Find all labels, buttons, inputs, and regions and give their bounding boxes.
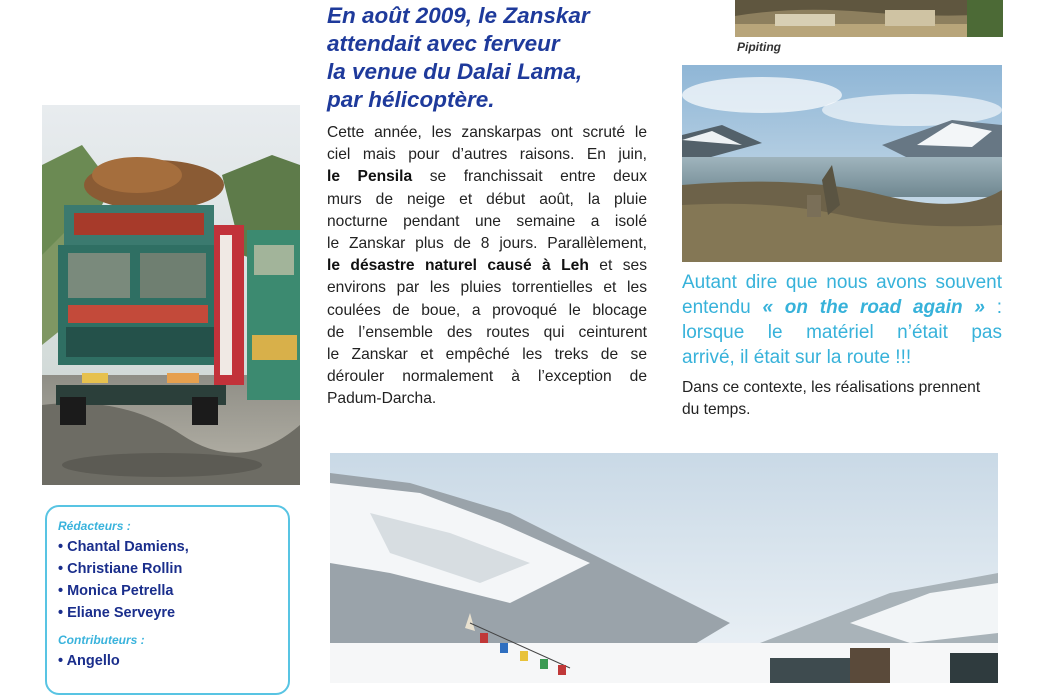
quote-line — [682, 295, 1002, 320]
body-line: nocturne pendant une semaine a isolé — [327, 212, 647, 230]
context-line: Dans ce contexte, les réalisations prennent — [682, 379, 981, 396]
editor-item: • Chantal Damiens, — [58, 539, 189, 555]
contributor-item: • Angello — [58, 653, 120, 669]
body-line: le Zanskar et empêché les treks de se — [327, 346, 647, 364]
headline-line: par hélicoptère. — [327, 87, 495, 112]
editors-heading: Rédacteurs : — [58, 519, 131, 533]
headline-line: la venue du Dalai Lama, — [327, 59, 583, 84]
body-line — [327, 166, 647, 188]
body-text: se franchissait entre deux — [412, 168, 647, 186]
pipiting-caption: Pipiting — [737, 40, 781, 54]
body-line: ciel mais pour d’autres raisons. En juin, — [327, 146, 647, 164]
body-line: Cette année, les zanskarpas ont scruté le — [327, 124, 647, 141]
headline-line: attendait avec ferveur — [327, 31, 560, 56]
editor-item: • Eliane Serveyre — [58, 605, 176, 621]
body-line: coulées de boue, a provoqué le blocage — [327, 301, 647, 319]
article-body — [327, 122, 647, 411]
body-line: de l’ensemble des routes qui ceinturent — [327, 323, 647, 341]
context-text — [682, 377, 1002, 421]
body-line: le Zanskar plus de 8 jours. Parallèlement, — [327, 235, 647, 253]
snow-pass-photo — [330, 453, 998, 683]
quote-text: entendu — [682, 297, 763, 318]
pipiting-photo — [735, 0, 1003, 37]
body-bold-text: le désastre naturel causé à Leh — [327, 257, 589, 275]
truck-photo — [42, 105, 300, 485]
body-line: environs par les pluies torrentielles et les — [327, 279, 647, 297]
editor-item: • Christiane Rollin — [58, 561, 183, 577]
quote-line: lorsque le matériel n’était pas — [682, 322, 1002, 343]
pull-quote — [682, 270, 1002, 370]
credits-box — [45, 505, 290, 695]
quote-text: : — [984, 297, 1002, 318]
body-line — [327, 255, 647, 277]
body-bold-text: le Pensila — [327, 168, 413, 186]
quote-line: Autant dire que nous avons souvent — [682, 272, 1002, 293]
quote-emphasis: « on the road again » — [762, 297, 985, 318]
body-line: Padum-Darcha. — [327, 390, 437, 408]
body-line: dérouler normalement à l’exception de — [327, 368, 647, 386]
river-valley-photo — [682, 65, 1002, 262]
editor-item: • Monica Petrella — [58, 583, 174, 599]
headline-line: En août 2009, le Zanskar — [327, 3, 590, 28]
contributors-heading: Contributeurs : — [58, 633, 145, 647]
body-text: et ses — [588, 257, 647, 275]
article-headline — [327, 2, 657, 114]
quote-line: arrivé, il était sur la route !!! — [682, 347, 912, 368]
context-line: du temps. — [682, 401, 751, 419]
body-line: murs de neige et début août, la pluie — [327, 190, 647, 208]
